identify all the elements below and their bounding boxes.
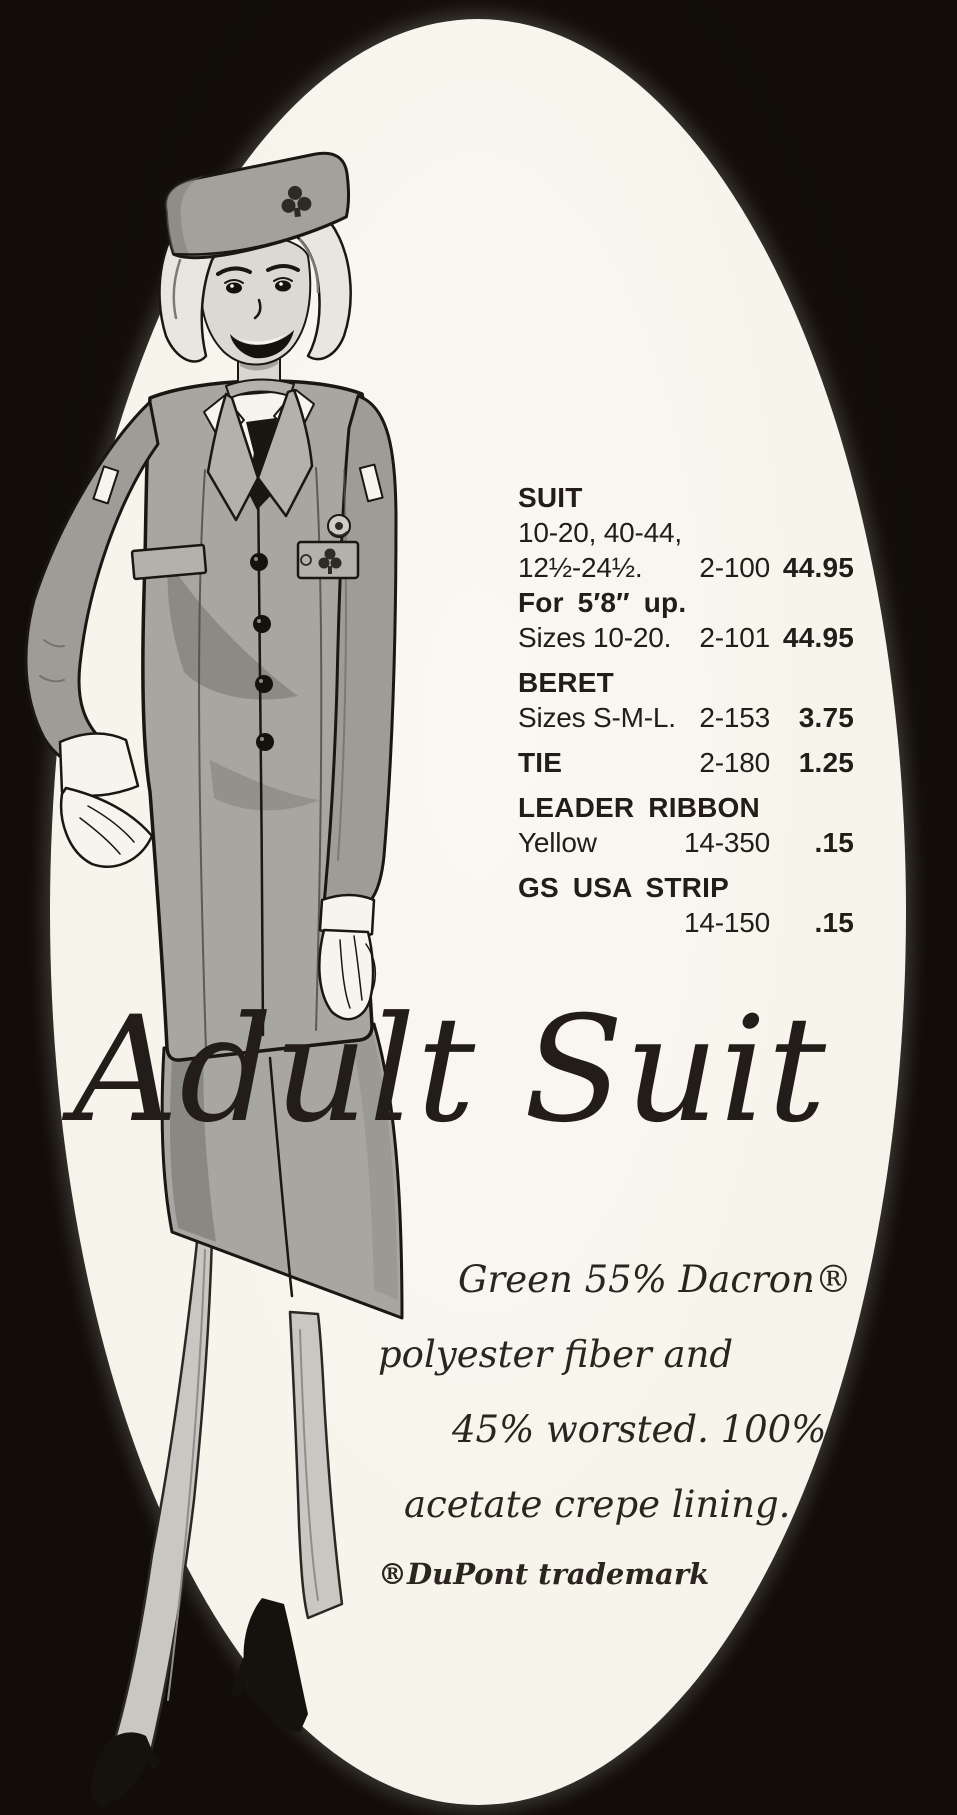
price-price: 44.95 bbox=[782, 552, 854, 583]
price-row bbox=[518, 905, 854, 940]
trademark-footnote: ®DuPont trademark bbox=[378, 1557, 710, 1591]
price-code: 2-180 bbox=[699, 747, 770, 778]
fabric-description bbox=[370, 1258, 852, 1591]
glove-left bbox=[60, 733, 152, 866]
description-line: 45% worsted. 100% bbox=[452, 1408, 827, 1451]
price-desc: Sizes S-M-L. bbox=[518, 702, 676, 733]
chest-welt-pocket bbox=[132, 545, 206, 579]
price-desc: BERET bbox=[518, 667, 614, 698]
fabric-description-lines bbox=[370, 1258, 852, 1527]
price-desc: 12½-24½. bbox=[518, 552, 643, 583]
price-code: 14-350 bbox=[684, 827, 770, 858]
price-row bbox=[518, 870, 854, 905]
price-list bbox=[518, 480, 854, 940]
price-price: 1.25 bbox=[798, 747, 854, 778]
price-row bbox=[518, 620, 854, 655]
price-row bbox=[518, 585, 854, 620]
price-desc: For 5′8″ up. bbox=[518, 587, 687, 618]
price-row bbox=[518, 745, 854, 780]
price-code: 14-150 bbox=[684, 907, 770, 938]
description-line: polyester fiber and bbox=[378, 1333, 734, 1376]
price-desc: TIE bbox=[518, 747, 563, 778]
price-price: .15 bbox=[814, 827, 854, 858]
price-code: 2-100 bbox=[699, 552, 770, 583]
price-row bbox=[518, 480, 854, 515]
price-desc: GS USA STRIP bbox=[518, 872, 729, 903]
price-row bbox=[518, 550, 854, 585]
breast-pocket bbox=[298, 542, 358, 578]
description-line: Green 55% Dacron® bbox=[458, 1258, 852, 1301]
price-desc: 10-20, 40-44, bbox=[518, 517, 682, 548]
price-row bbox=[518, 825, 854, 860]
price-row bbox=[518, 790, 854, 825]
price-desc: SUIT bbox=[518, 482, 583, 513]
membership-pin-icon bbox=[328, 515, 350, 537]
model-left-sleeve bbox=[26, 402, 158, 764]
price-row bbox=[518, 700, 854, 735]
price-row bbox=[518, 665, 854, 700]
price-price: 44.95 bbox=[782, 622, 854, 653]
model-legs bbox=[114, 1232, 342, 1756]
price-desc: Sizes 10-20. bbox=[518, 622, 672, 653]
catalog-title: Adult Suit bbox=[72, 985, 828, 1155]
price-desc: Yellow bbox=[518, 827, 597, 858]
price-code: 2-101 bbox=[699, 622, 770, 653]
price-price: .15 bbox=[814, 907, 854, 938]
price-row bbox=[518, 515, 854, 550]
price-code: 2-153 bbox=[699, 702, 770, 733]
price-desc: LEADER RIBBON bbox=[518, 792, 760, 823]
price-price: 3.75 bbox=[798, 702, 854, 733]
description-line: acetate crepe lining. bbox=[404, 1483, 791, 1526]
